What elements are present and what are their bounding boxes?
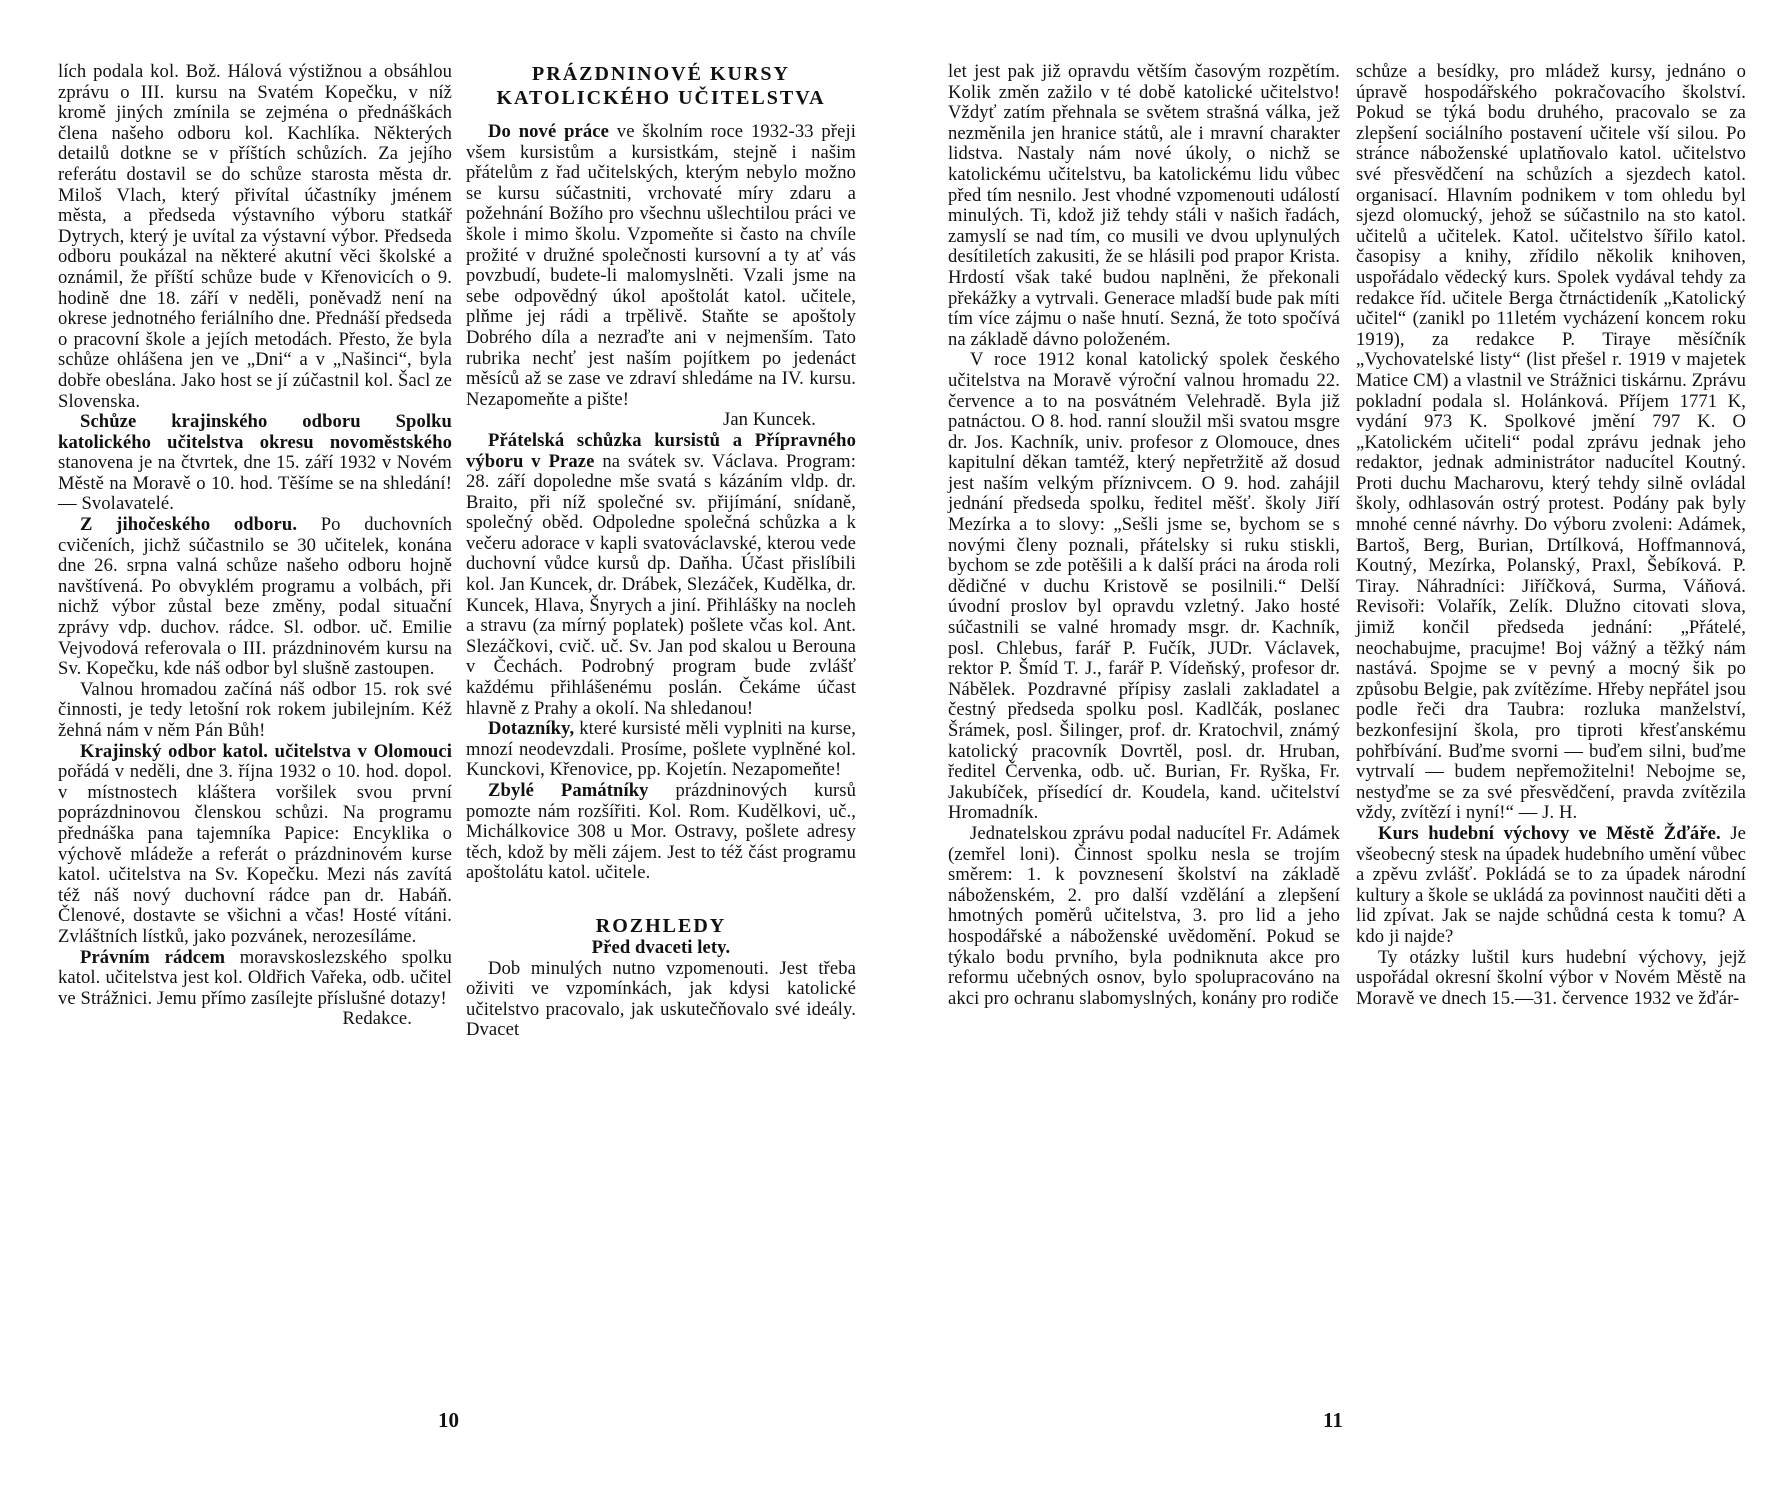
paragraph (58, 515, 452, 680)
paragraph: Ty otázky luštil kurs hudební výchovy, jejž uspořádal okresní školní výbor v Novém Městě na Moravě ve dnech 15.—31. července 1932 ve žďár- (1356, 946, 1746, 1009)
paragraph (58, 948, 452, 1010)
paragraph-text: moravskoslezského spolku katol. učitelstva jest kol. Oldřich Vařeka, odb. učitel ve Strážnici. Jemu přímo zasílejte příslušné dotazy! (58, 946, 452, 1009)
paragraph-text: prázdninových kursů pomozte nám rozšířiti. Kol. Rom. Kudělkovi, uč., Michálkovice 308 u Mor. Ostravy, pošlete adresy těch, kdož by měli zájem. Jest to též část programu apoštolátu katol. učitele. (466, 780, 857, 884)
paragraph-heading: Do nové práce (488, 121, 609, 142)
paragraph: schůze a besídky, pro mládež kursy, jednáno o úpravě hospodářského pokračovacího školství. Pokud se týká bodu druhého, pracovalo se za zlepšení sociálního postavení učitele vší silou. Po stránce náboženské uplatňovalo katol. učitelstvo své přesvědčení na schůzích a sjezdech katol. organisací. Hlavním podnikem v tom ohledu byl sjezd olomucký, jehož se súčastnilo na sto katol. učitelů a učitelek. Katol. učitelstvo šířilo katol. časopisy a knihy, zřídilo několik knihoven, uspořádalo vědecký kurs. Spolek vydával tehdy za redakce říd. učitele Berga čtrnáctideník „Katolický učitel“ (zanikl po 11letém vycházení koncem roku 1919), za redakce P. Tiraye měsíčník „Vychovatelské listy“ (list přešel r. 1919 v majetek Matice CM) a vlastnil ve Strážnici tiskárnu. Zprávu pokladní podala sl. Holánková. Příjem 1771 K, vydání 973 K. Spolkové jmění 797 K. O „Katolickém učiteli“ podal zprávu jednak jeho redaktor, jednak administrátor naducítel Koutný. Proti duchu Macharovu, který tehdy silně ovládal školy, odhlasován ostrý protest. Podány pak byly mnohé cenné návrhy. Do výboru zvoleni: Adámek, Bartoš, Berg, Burian, Drtílková, Hoffmannová, Koutný, Mezírka, Polanský, Praxl, Šebíková. P. Tiray. Náhradníci: Jiříčková, Surma, Váňová. Revisoři: Volařík, Zelík. Dlužno citovati slova, jimiž končil předseda jednání: „Přátelé, neochabujme, pracujme! Boj vážný a těžký nám nastává. Spojme se v pevný a mocný šik po způsobu Belgie, pak zvítězíme. Hřeby nepřátel jsou podle řeči dra Taubra: rozluka manželství, bezkonfesijní škola, pro tiproti křesťanskému pohřbívání. Buďme svorni — buďem silni, buďme vytrvalí — budem nepřemožitelni! Nebojme se, nestyďme se za své přesvědčení, pravda zvítězila vždy, zvítězí i nyní!“ — J. H. (1356, 61, 1746, 824)
paragraph-heading: Schůze krajinského odboru Spolku katolického učitelstva okresu novoměstského (58, 411, 452, 453)
paragraph-text: Je všeobecný stesk na úpadek hudebního umění vůbec a zpěvu zvlášť. Pokládá se to za úpadek národní kultury a škole se ukládá za povinnost naučiti děti a lid zpívat. Jak se najde schůdná cesta k tomu? A kdo ji najde? (1356, 822, 1747, 947)
paragraph-heading: Kurs hudební výchovy ve Městě Žďáře. (1378, 822, 1721, 844)
paragraph (1356, 824, 1746, 948)
page11-column-right (1356, 62, 1746, 1009)
paragraph-heading: Právním rádcem (80, 946, 226, 968)
paragraph (466, 719, 856, 781)
signature: Redakce. (342, 1008, 412, 1030)
paragraph-heading: Přátelská schůzka kursistů a Přípravného výboru v Praze (466, 429, 856, 472)
paragraph: Jednatelskou zprávu podal naducítel Fr. Adámek (zemřel loni). Činnost spolku nesla se trojím směrem: 1. k povznesení školství na základě náboženském, 2. pro další vzdělání a zlepšení hmotných poměrů učitelstva, 3. pro lid a jeho hospodářské a náboženské uvědomění. Pokud se týkalo bodu prvního, byla podniknuta akce pro reformu učebných osnov, bylo spolupracováno na akci pro ochranu slabomyslných, konány pro rodiče (948, 822, 1340, 1009)
paragraph-heading: Z jihočeského odboru. (80, 514, 298, 536)
paragraph-text: pořádá v neděli, dne 3. října 1932 o 10. hod. dopol. v místnostech kláštera voršilek svou první poprázdninovou členskou schůzi. Na programu přednáška pana tajemníka Papice: Encyklika o výchově mládeže a referát o prázdninovém kurse katol. učitelstva na Sv. Kopečku. Mezi nás zavítá též náš nový duchovní rádce pan dr. Habáň. Členové, dostavte se všichni a včas! Hosté vítáni. Zvláštních lístků, jako pozvánek, nerozesíláme. (58, 761, 452, 947)
section-title: PRÁZDNINOVÉ KURSY (532, 63, 790, 85)
paragraph-text: které kursisté měli vyplniti na kurse, mnozí neodevzdali. Prosíme, pošlete vyplněné kol. Kunckovi, Křenovice, pp. Kojetín. Nezapomeňte! (466, 718, 856, 781)
paragraph-text: Po duchovních cvičeních, jichž súčastnilo se 30 učitelek, konána dne 26. srpna valná schůze našeho odboru hojně navštívená. Po obvyklém programu a volbách, při nichž výbor zůstal beze změny, podal situační zprávy vdp. duchov. rádce. Sl. odbor. uč. Emilie Vejvodová referovala o III. prázdninovém kursu na Sv. Kopečku, kde náš odbor byl slušně zastoupen. (58, 514, 452, 680)
paragraph-text: stanovena je na čtvrtek, dne 15. září 1932 v Novém Městě na Moravě o 10. hod. Těšíme se na shledání! — Svolavatelé. (58, 452, 452, 515)
paragraph (58, 742, 452, 948)
paragraph (466, 431, 856, 719)
paragraph: V roce 1912 konal katolický spolek českého učitelstva na Moravě výroční valnou hromadu 22. července a to na posvátném Velehradě. Byla již patnáctou. O 8. hod. ranní sloužil mši svatou msgre dr. Jos. Kachník, univ. profesor z Olomouce, dnes kapitulní děkan tamtéž, který nepřetržitě až dosud jest naším velkým příznivcem. O 9. hod. zahájil jednání předseda spolku, ředitel měšť. školy Jiří Mezírka a to slovy: „Sešli jsme se, bychom se s novými členy poznali, přátelsky si ruku stiskli, bychom se zde potěšili a k další práci na ároda roli dědičné v duchu Kristově se posilnili.“ Delší úvodní proslov byl opravdu vzletný. Jako hosté súčastnili se valné hromady msgr. dr. Kachník, posl. Chlebus, farář P. Fučík, JUDr. Václavek, rektor P. Šmíd T. J., farář P. Vídeňský, profesor dr. Nábělek. Pozdravné přípisy zaslali zakladatel a čestný předseda spolku posl. Kadlčák, poslanec Šrámek, posl. Šilinger, prof. dr. Kratochvil, známý katolický pracovník Dovrtěl, posl. dr. Hruban, ředitel Červenka, odb. uč. Burian, Fr. Ryška, Fr. Jakubíček, přísedící dr. Koudela, kand. učitelství Hromadník. (948, 349, 1340, 824)
section-title: KATOLICKÉHO UČITELSTVA (496, 87, 826, 109)
page10-column-right (466, 62, 856, 1041)
paragraph-text: ve školním roce 1932-33 přeji všem kursistům a kursistkám, stejně i našim přátelům z řad učitelských, kterým nebylo možno se kursu súčastniti, vrchovaté míry zdaru a požehnání Božího pro všechnu ušlechtilou práci ve škole i mimo školu. Vzpomeňte si často na chvíle prožité v družné společnosti kursovní a ty ať vás povzbudí, budete-li malomyslněti. Vzali jsme na sebe odpovědný úkol apoštolát katol. učitele, plňme jej rádi a trpělivě. Staňte se apoštoly Dobrého díla a nezraďte ani v nejmenším. Tato rubrika nechť jest naším pojítkem po jedenáct měsíců až se zase ve zdraví shledáme na IV. kursu. Nezapomeňte a pište! (466, 121, 856, 410)
paragraph (58, 412, 452, 515)
page-number: 10 (438, 1408, 459, 1432)
page-number: 11 (1323, 1408, 1343, 1432)
paragraph-heading: Zbylé Památníky (488, 780, 649, 801)
page10-column-left (58, 62, 452, 1030)
paragraph: Dob minulých nutno vzpomenouti. Jest třeba oživiti ve vzpomínkách, jak kdysi katolické učitelstvo pracovalo, jak uskutečňovalo své ideály. Dvacet (466, 957, 856, 1041)
paragraph (466, 781, 856, 884)
section-title: ROZHLEDY (595, 914, 727, 937)
paragraph-heading: Krajinský odbor katol. učitelstva v Olomouci (80, 740, 452, 762)
paragraph: let jest pak již opravdu větším časovým rozpětím. Kolik změn zažilo v té době katolické učitelstvo! Vždyť zatím přehnala se světem strašná válka, jež nezměnila jen hranice států, ale i mravní charakter lidstva. Nastaly nám nové úkoly, o nichž se katolickému učitelstvu, ba katolickému lidu vůbec před tím nesnilo. Jest vhodné vzpomenouti událostí minulých. Ti, kdož již tehdy stáli v našich řadách, zamyslí se nad tím, co musili ve dvou uplynulých desítiletích zakusiti, že se hlásili pod prapor Krista. Hrdostí však také budou naplněni, že překonali překážky a vytrvali. Generace mladší bude pak míti tím více zájmu o naše hnutí. Sezná, že toto spočívá na základě dávno položeném. (948, 61, 1340, 350)
section-subtitle: Před dvaceti lety. (591, 936, 731, 958)
paragraph: Valnou hromadou začíná náš odbor 15. rok své činnosti, je tedy letošní rok rokem jubilejním. Kéž žehná nám v něm Pán Bůh! (58, 678, 452, 741)
paragraph-heading: Dotazníky, (488, 718, 575, 740)
paragraph: lích podala kol. Bož. Hálová výstižnou a obsáhlou zprávu o III. kursu na Svatém Kopečku, v níž kromě jiných zmínila se zejména o přednáškách člena našeho odboru kol. Kachlíka. Některých detailů dotkne se v příštích schůzích. Za jejího referátu dostavil se do schůze starosta města dr. Miloš Vlach, který přivítal účastníky jménem města, a předseda výstavního výboru statkář Dytrych, který je uvítal za výstavní výbor. Předseda odboru poukázal na některé akutní věci školské a oznámil, že příští schůze bude v Křenovicích o 9. hodině dne 18. září v neděli, poněvadž není na okrese jednotného feriálního dne. Přednáší předseda o pracovní škole a jejích metodách. Přesto, že byla schůze ohlášena jen ve „Dni“ a v „Našinci“, byla dobře obeslána. Jako host se jí zúčastnil kol. Šacl ze Slovenska. (58, 61, 452, 412)
paragraph-text: na svátek sv. Václava. Program: 28. září dopoledne mše svatá s kázáním vldp. dr. Braito, při níž společné sv. přijímání, snídaně, společný oběd. Odpoledne společná schůzka a k večeru adorace v kapli svatováclavské, kterou vede duchovní vůdce kursů dp. Daňha. Účast přislíbili kol. Jan Kuncek, dr. Drábek, Slezáček, Kudělka, dr. Kuncek, Hlava, Šnyrych a jiní. Přihlášky na nocleh a stravu (za mírný poplatek) pošlete včas kol. Ant. Slezáčkovi, cvič. uč. Sv. Jan pod skalou u Berouna v Čechách. Podrobný program bude zvlášť každému přihlášenému poslán. Čekáme účast hlavně z Prahy a okolí. Na shledanou! (466, 450, 856, 719)
page-gutter (889, 0, 890, 1500)
page11-column-left (948, 62, 1340, 1009)
paragraph (466, 122, 856, 410)
signature: Jan Kuncek. (722, 409, 816, 431)
